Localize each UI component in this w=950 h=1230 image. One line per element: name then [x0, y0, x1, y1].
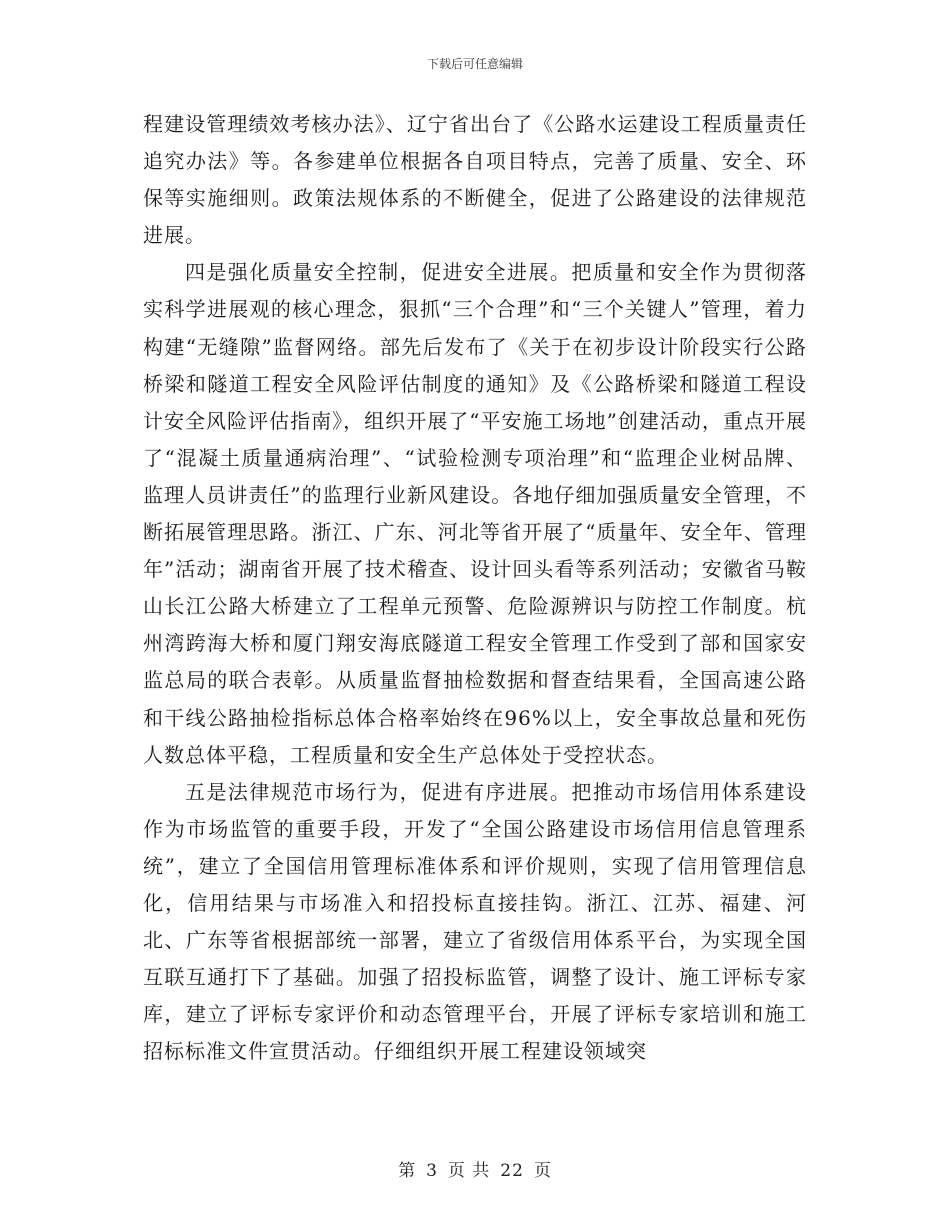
- paragraph-continuation: 程建设管理绩效考核办法》、辽宁省出台了《公路水运建设工程质量责任追究办法》等。各参建单位根据各自项目特点，完善了质量、安全、环保等实施细则。政策法规体系的不断健全，促进了公路建设的法律规范进展。: [143, 112, 807, 248]
- paragraph-quality-safety: 四是强化质量安全控制，促进安全进展。把质量和安全作为贯彻落实科学进展观的核心理念，狠抓“三个合理”和“三个关键人”管理，着力构建“无缝隙”监督网络。部先后发布了《关于在初步设计阶段实行公路桥梁和隧道工程安全风险评估制度的通知》及《公路桥梁和隧道工程设计安全风险评估指南》，组织开展了“平安施工场地”创建活动，重点开展了“混凝土质量通病治理”、“试验检测专项治理”和“监理企业树品牌、监理人员讲责任”的监理行业新风建设。各地仔细加强质量安全管理，不断拓展管理思路。浙江、广东、河北等省开展了“质量年、安全年、管理年”活动；湖南省开展了技术稽查、设计回头看等系列活动；安徽省马鞍山长江公路大桥建立了工程单元预警、危险源辨识与防控工作制度。杭州湾跨海大桥和厦门翔安海底隧道工程安全管理工作受到了部和国家安监总局的联合表彰。从质量监督抽检数据和督查结果看，全国高速公路和干线公路抽检指标总体合格率始终在96%以上，安全事故总量和死伤人数总体平稳，工程质量和安全生产总体处于受控状态。: [143, 260, 807, 767]
- footer-prefix: 第: [398, 1161, 417, 1181]
- header-text: 下载后可任意编辑: [426, 57, 523, 71]
- document-body: [143, 106, 807, 1070]
- footer-middle: 页 共: [447, 1161, 491, 1181]
- page-header: [0, 55, 950, 72]
- footer-total-pages: 22: [500, 1161, 524, 1181]
- footer-suffix: 页: [533, 1161, 552, 1181]
- page-footer: [0, 1156, 950, 1181]
- paragraph-market-regulation: 五是法律规范市场行为，促进有序进展。把推动市场信用体系建设作为市场监管的重要手段，开发了“全国公路建设市场信用信息管理系统”，建立了全国信用管理标准体系和评价规则，实现了信用管理信息化，信用结果与市场准入和招投标直接挂钩。浙江、江苏、福建、河北、广东等省根据部统一部署，建立了省级信用体系平台，为实现全国互联互通打下了基础。加强了招投标监管，调整了设计、施工评标专家库，建立了评标专家评价和动态管理平台，开展了评标专家培训和施工招标标准文件宣贯活动。仔细组织开展工程建设领域突: [143, 779, 807, 1064]
- footer-current-page: 3: [426, 1161, 438, 1181]
